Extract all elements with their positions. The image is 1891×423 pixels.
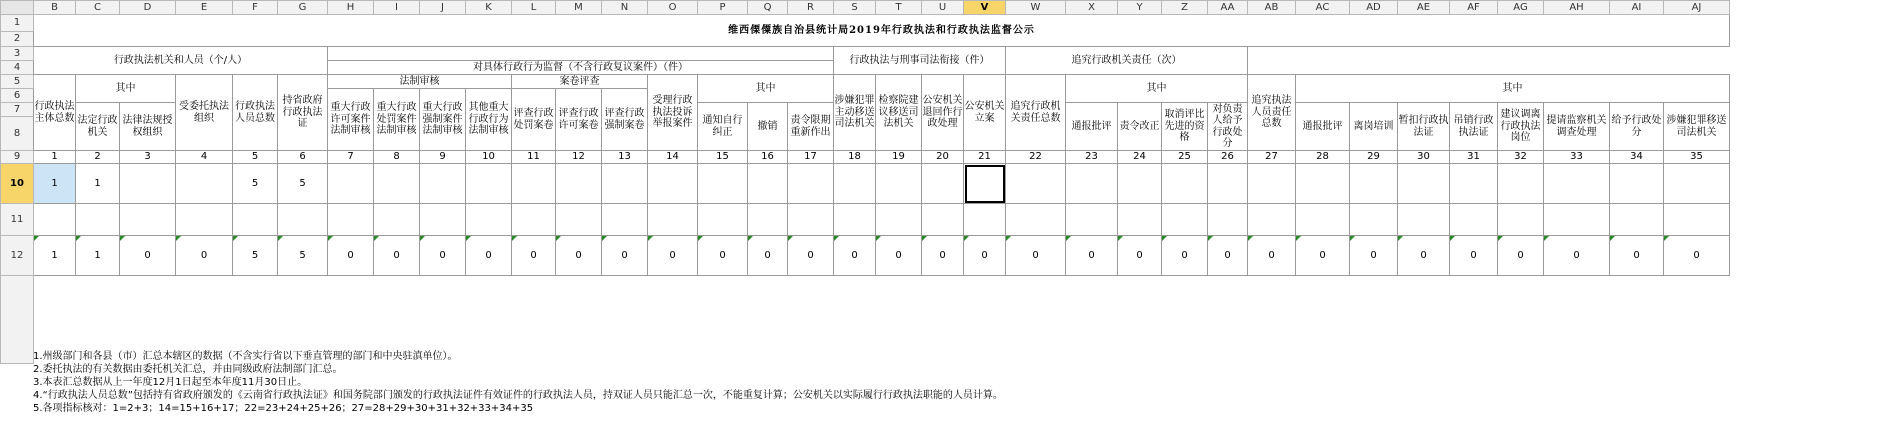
row-header-12[interactable]: 12 [1, 236, 34, 276]
data-cell[interactable] [466, 164, 512, 204]
index-cell[interactable]: 9 [420, 151, 466, 164]
index-cell[interactable]: 22 [1006, 151, 1066, 164]
index-cell[interactable]: 23 [1066, 151, 1118, 164]
data-cell[interactable] [1498, 204, 1544, 236]
data-cell[interactable] [1006, 204, 1066, 236]
total-cell[interactable]: 0 [466, 236, 512, 276]
total-cell[interactable]: 0 [922, 236, 964, 276]
header-W[interactable]: 追究行政机关责任总数 [1006, 75, 1066, 151]
data-cell[interactable] [602, 204, 648, 236]
data-cell[interactable] [602, 164, 648, 204]
col-header-H[interactable]: H [328, 1, 374, 15]
empty-cell[interactable] [1248, 61, 1730, 75]
index-cell[interactable]: 34 [1610, 151, 1664, 164]
row-header-4[interactable]: 4 [1, 61, 34, 75]
data-cell[interactable] [1350, 204, 1398, 236]
data-cell[interactable] [420, 164, 466, 204]
group-connect-header[interactable]: 行政执法与刑事司法衔接（件） [834, 47, 1006, 75]
data-cell[interactable] [1610, 164, 1664, 204]
row-header-2[interactable]: 2 [1, 32, 34, 47]
header-D[interactable]: 法律法规授权组织 [120, 103, 176, 151]
total-cell[interactable]: 0 [1248, 236, 1296, 276]
data-cell[interactable] [328, 204, 374, 236]
header-AD[interactable]: 离岗培训 [1350, 103, 1398, 151]
index-cell[interactable]: 14 [648, 151, 698, 164]
row-header-6[interactable]: 6 [1, 89, 34, 103]
header-E[interactable]: 受委托执法组织 [176, 75, 233, 151]
total-cell[interactable]: 0 [1498, 236, 1544, 276]
data-cell[interactable] [1006, 164, 1066, 204]
header-H[interactable]: 重大行政许可案件法制审核 [328, 89, 374, 151]
total-cell[interactable]: 0 [1208, 236, 1248, 276]
index-cell[interactable]: 16 [748, 151, 788, 164]
data-cell[interactable] [420, 204, 466, 236]
row-header-7[interactable]: 7 [1, 103, 34, 117]
data-cell[interactable] [1610, 204, 1664, 236]
total-cell[interactable]: 0 [964, 236, 1006, 276]
col-header-G[interactable]: G [278, 1, 328, 15]
data-cell[interactable] [788, 204, 834, 236]
row-header-11[interactable]: 11 [1, 204, 34, 236]
data-cell[interactable] [556, 204, 602, 236]
row-header-3[interactable]: 3 [1, 47, 34, 61]
select-all-corner[interactable] [1, 1, 34, 15]
col-header-T[interactable]: T [876, 1, 922, 15]
data-cell[interactable] [556, 164, 602, 204]
data-cell[interactable] [648, 204, 698, 236]
data-cell[interactable] [1162, 204, 1208, 236]
data-cell[interactable] [1450, 204, 1498, 236]
header-K[interactable]: 其他重大行政行为法制审核 [466, 89, 512, 151]
selected-cell[interactable]: 1 [34, 164, 76, 204]
total-cell[interactable]: 0 [698, 236, 748, 276]
data-cell[interactable] [1066, 164, 1118, 204]
total-cell[interactable]: 0 [328, 236, 374, 276]
col-header-C[interactable]: C [76, 1, 120, 15]
index-cell[interactable]: 21 [964, 151, 1006, 164]
col-header-E[interactable]: E [176, 1, 233, 15]
total-cell[interactable]: 0 [1350, 236, 1398, 276]
data-cell[interactable] [698, 164, 748, 204]
total-cell[interactable]: 0 [602, 236, 648, 276]
col-header-Q[interactable]: Q [748, 1, 788, 15]
col-header-AI[interactable]: AI [1610, 1, 1664, 15]
index-cell[interactable]: 7 [328, 151, 374, 164]
total-cell[interactable]: 0 [1450, 236, 1498, 276]
data-cell[interactable] [176, 164, 233, 204]
index-cell[interactable]: 4 [176, 151, 233, 164]
index-cell[interactable]: 31 [1450, 151, 1498, 164]
header-G[interactable]: 持省政府行政执法证 [278, 75, 328, 151]
col-header-AE[interactable]: AE [1398, 1, 1450, 15]
data-cell[interactable] [1296, 164, 1350, 204]
index-cell[interactable]: 19 [876, 151, 922, 164]
data-cell[interactable] [834, 164, 876, 204]
index-cell[interactable]: 15 [698, 151, 748, 164]
header-AG[interactable]: 建议调离行政执法岗位 [1498, 103, 1544, 151]
col-header-I[interactable]: I [374, 1, 420, 15]
index-cell[interactable]: 27 [1248, 151, 1296, 164]
data-cell[interactable] [748, 164, 788, 204]
header-L[interactable]: 评查行政处罚案卷 [512, 89, 556, 151]
data-cell[interactable] [120, 164, 176, 204]
total-cell[interactable]: 0 [176, 236, 233, 276]
data-cell[interactable] [1118, 204, 1162, 236]
data-cell[interactable] [1664, 204, 1730, 236]
header-among-supervise[interactable]: 其中 [698, 75, 834, 103]
total-cell[interactable]: 0 [512, 236, 556, 276]
data-cell[interactable] [748, 204, 788, 236]
row-header-1[interactable]: 1 [1, 15, 34, 32]
index-cell[interactable]: 28 [1296, 151, 1350, 164]
data-cell[interactable] [1066, 204, 1118, 236]
report-title[interactable]: 维西傈僳族自治县统计局2019年行政执法和行政执法监督公示 [34, 15, 1730, 47]
col-header-R[interactable]: R [788, 1, 834, 15]
row-header-10[interactable]: 10 [1, 164, 34, 204]
header-AB[interactable]: 追究执法人员责任总数 [1248, 75, 1296, 151]
header-N[interactable]: 评查行政强制案卷 [602, 89, 648, 151]
header-J[interactable]: 重大行政强制案件法制审核 [420, 89, 466, 151]
data-cell[interactable] [1248, 164, 1296, 204]
data-cell[interactable] [1498, 164, 1544, 204]
data-cell[interactable] [1296, 204, 1350, 236]
empty-cell[interactable] [1248, 47, 1730, 61]
total-cell[interactable]: 0 [420, 236, 466, 276]
total-cell[interactable]: 0 [1162, 236, 1208, 276]
data-cell[interactable] [278, 204, 328, 236]
index-cell[interactable]: 13 [602, 151, 648, 164]
data-cell[interactable] [1208, 204, 1248, 236]
index-cell[interactable]: 29 [1350, 151, 1398, 164]
data-cell[interactable] [176, 204, 233, 236]
data-cell[interactable] [698, 204, 748, 236]
total-cell[interactable]: 0 [1066, 236, 1118, 276]
header-P[interactable]: 通知自行纠正 [698, 103, 748, 151]
total-cell[interactable]: 0 [374, 236, 420, 276]
header-Y[interactable]: 责令改正 [1118, 103, 1162, 151]
data-cell[interactable] [1398, 204, 1450, 236]
footnotes [33, 350, 1833, 415]
data-cell[interactable] [964, 204, 1006, 236]
total-cell[interactable]: 0 [834, 236, 876, 276]
data-cell[interactable] [1544, 164, 1610, 204]
header-among-personnel[interactable]: 其中 [1296, 75, 1730, 103]
data-cell[interactable] [1398, 164, 1450, 204]
col-header-F[interactable]: F [233, 1, 278, 15]
header-I[interactable]: 重大行政处罚案件法制审核 [374, 89, 420, 151]
total-cell[interactable]: 1 [34, 236, 76, 276]
group-supervise-header[interactable]: 对具体行政行为监督（不含行政复议案件）（件） [328, 61, 834, 75]
data-cell[interactable] [1350, 164, 1398, 204]
data-cell[interactable]: 5 [278, 164, 328, 204]
col-header-AA[interactable]: AA [1208, 1, 1248, 15]
total-cell[interactable]: 0 [556, 236, 602, 276]
index-cell[interactable]: 26 [1208, 151, 1248, 164]
data-cell[interactable] [328, 164, 374, 204]
data-cell[interactable] [374, 204, 420, 236]
row-header-5[interactable]: 5 [1, 75, 34, 89]
col-header-L[interactable]: L [512, 1, 556, 15]
row-header-9[interactable]: 9 [1, 151, 34, 164]
col-header-V[interactable]: V [964, 1, 1006, 15]
col-header-AJ[interactable]: AJ [1664, 1, 1730, 15]
row-header-13[interactable] [1, 276, 34, 364]
total-cell[interactable]: 0 [1398, 236, 1450, 276]
header-case-review[interactable]: 案卷评查 [512, 75, 648, 89]
total-cell[interactable]: 0 [1006, 236, 1066, 276]
header-AI[interactable]: 给予行政处分 [1610, 103, 1664, 151]
index-cell[interactable]: 25 [1162, 151, 1208, 164]
index-cell[interactable]: 24 [1118, 151, 1162, 164]
group-org-header[interactable]: 行政执法机关和人员（个/人） [34, 47, 328, 75]
col-header-K[interactable]: K [466, 1, 512, 15]
data-cell[interactable] [922, 164, 964, 204]
header-AJ[interactable]: 涉嫌犯罪移送司法机关 [1664, 103, 1730, 151]
empty-cell[interactable] [328, 47, 834, 61]
data-cell[interactable]: 1 [76, 164, 120, 204]
total-cell[interactable]: 0 [120, 236, 176, 276]
data-cell[interactable] [374, 164, 420, 204]
col-header-X[interactable]: X [1066, 1, 1118, 15]
total-cell[interactable]: 0 [1610, 236, 1664, 276]
col-header-AG[interactable]: AG [1498, 1, 1544, 15]
col-header-AH[interactable]: AH [1544, 1, 1610, 15]
index-cell[interactable]: 1 [34, 151, 76, 164]
index-cell[interactable]: 6 [278, 151, 328, 164]
header-C[interactable]: 法定行政机关 [76, 103, 120, 151]
footnote-5: 5.各项指标核对：1=2+3；14=15+16+17；22=23+24+25+26；27=28+29+30+31+32+33+34+35 [33, 403, 534, 414]
header-B[interactable]: 行政执法主体总数 [34, 75, 76, 151]
col-header-AD[interactable]: AD [1350, 1, 1398, 15]
data-cell[interactable] [34, 204, 76, 236]
total-cell[interactable]: 0 [1296, 236, 1350, 276]
header-among-org[interactable]: 其中 [76, 75, 176, 103]
col-header-Z[interactable]: Z [1162, 1, 1208, 15]
total-cell[interactable]: 0 [648, 236, 698, 276]
group-accountability-header[interactable]: 追究行政机关责任（次） [1006, 47, 1248, 75]
data-cell[interactable] [1544, 204, 1610, 236]
header-among-accountability[interactable]: 其中 [1066, 75, 1248, 103]
index-cell[interactable]: 20 [922, 151, 964, 164]
data-cell[interactable] [1118, 164, 1162, 204]
data-cell[interactable] [788, 164, 834, 204]
data-cell[interactable] [1450, 164, 1498, 204]
index-cell[interactable]: 2 [76, 151, 120, 164]
col-header-O[interactable]: O [648, 1, 698, 15]
index-cell[interactable]: 10 [466, 151, 512, 164]
col-header-B[interactable]: B [34, 1, 76, 15]
footnote-2: 2.委托执法的有关数据由委托机关汇总，并由同级政府法制部门汇总。 [33, 364, 343, 375]
footnote-1: 1.州级部门和各县（市）汇总本辖区的数据（不含实行省以下垂直管理的部门和中央驻滇单位）。 [33, 351, 458, 362]
col-header-AB[interactable]: AB [1248, 1, 1296, 15]
data-cell[interactable] [876, 204, 922, 236]
total-cell[interactable]: 0 [788, 236, 834, 276]
footnote-3: 3.本表汇总数据从上一年度12月1日起至本年度11月30日止。 [33, 377, 308, 388]
data-cell[interactable] [964, 164, 1006, 204]
header-T[interactable]: 检察院建议移送司法机关 [876, 75, 922, 151]
index-cell[interactable]: 33 [1544, 151, 1610, 164]
col-header-D[interactable]: D [120, 1, 176, 15]
header-AF[interactable]: 吊销行政执法证 [1450, 103, 1498, 151]
data-cell[interactable] [76, 204, 120, 236]
footnote-4: 4.“行政执法人员总数”包括持有省政府颁发的《云南省行政执法证》和国务院部门颁发的行政执法证件有效证件的行政执法人员，持双证人员只能汇总一次，不能重复计算；公安机关以实际履行行政执法职能的人员计算。 [33, 390, 1003, 401]
data-cell[interactable]: 5 [233, 164, 278, 204]
data-cell[interactable] [876, 164, 922, 204]
total-cell[interactable]: 0 [748, 236, 788, 276]
header-U[interactable]: 公安机关退回作行政处理 [922, 75, 964, 151]
index-cell[interactable]: 11 [512, 151, 556, 164]
index-cell[interactable]: 5 [233, 151, 278, 164]
data-cell[interactable] [512, 204, 556, 236]
index-cell[interactable]: 17 [788, 151, 834, 164]
header-AA[interactable]: 对负责人给予行政处分 [1208, 103, 1248, 151]
data-cell[interactable] [1248, 204, 1296, 236]
total-cell[interactable]: 5 [233, 236, 278, 276]
index-cell[interactable]: 18 [834, 151, 876, 164]
index-cell[interactable]: 12 [556, 151, 602, 164]
col-header-P[interactable]: P [698, 1, 748, 15]
header-F[interactable]: 行政执法人员总数 [233, 75, 278, 151]
row-header-8[interactable]: 8 [1, 117, 34, 151]
total-cell[interactable]: 0 [1118, 236, 1162, 276]
index-cell[interactable]: 32 [1498, 151, 1544, 164]
total-cell[interactable]: 1 [76, 236, 120, 276]
header-V[interactable]: 公安机关立案 [964, 75, 1006, 151]
col-header-N[interactable]: N [602, 1, 648, 15]
data-cell[interactable] [1664, 164, 1730, 204]
total-cell[interactable]: 5 [278, 236, 328, 276]
data-cell[interactable] [233, 204, 278, 236]
col-header-AC[interactable]: AC [1296, 1, 1350, 15]
col-header-AF[interactable]: AF [1450, 1, 1498, 15]
total-cell[interactable]: 0 [1664, 236, 1730, 276]
header-legal-review[interactable]: 法制审核 [328, 75, 512, 89]
col-header-Y[interactable]: Y [1118, 1, 1162, 15]
col-header-M[interactable]: M [556, 1, 602, 15]
col-header-S[interactable]: S [834, 1, 876, 15]
data-cell[interactable] [1162, 164, 1208, 204]
data-cell[interactable] [922, 204, 964, 236]
header-AC[interactable]: 通报批评 [1296, 103, 1350, 151]
header-X[interactable]: 通报批评 [1066, 103, 1118, 151]
header-Z[interactable]: 取消评比先进的资格 [1162, 103, 1208, 151]
data-cell[interactable] [834, 204, 876, 236]
header-AE[interactable]: 暂扣行政执法证 [1398, 103, 1450, 151]
index-cell[interactable]: 30 [1398, 151, 1450, 164]
col-header-W[interactable]: W [1006, 1, 1066, 15]
index-cell[interactable]: 8 [374, 151, 420, 164]
header-AH[interactable]: 提请监察机关调查处理 [1544, 103, 1610, 151]
header-R[interactable]: 责令限期重新作出 [788, 103, 834, 151]
total-cell[interactable]: 0 [1544, 236, 1610, 276]
col-header-J[interactable]: J [420, 1, 466, 15]
col-header-U[interactable]: U [922, 1, 964, 15]
data-cell[interactable] [1208, 164, 1248, 204]
data-cell[interactable] [120, 204, 176, 236]
header-O[interactable]: 受理行政执法投诉举报案件 [648, 75, 698, 151]
data-cell[interactable] [466, 204, 512, 236]
header-Q[interactable]: 撤销 [748, 103, 788, 151]
header-M[interactable]: 评查行政许可案卷 [556, 89, 602, 151]
index-cell[interactable]: 3 [120, 151, 176, 164]
header-S[interactable]: 涉嫌犯罪主动移送司法机关 [834, 75, 876, 151]
index-cell[interactable]: 35 [1664, 151, 1730, 164]
total-cell[interactable]: 0 [876, 236, 922, 276]
data-cell[interactable] [512, 164, 556, 204]
data-cell[interactable] [648, 164, 698, 204]
